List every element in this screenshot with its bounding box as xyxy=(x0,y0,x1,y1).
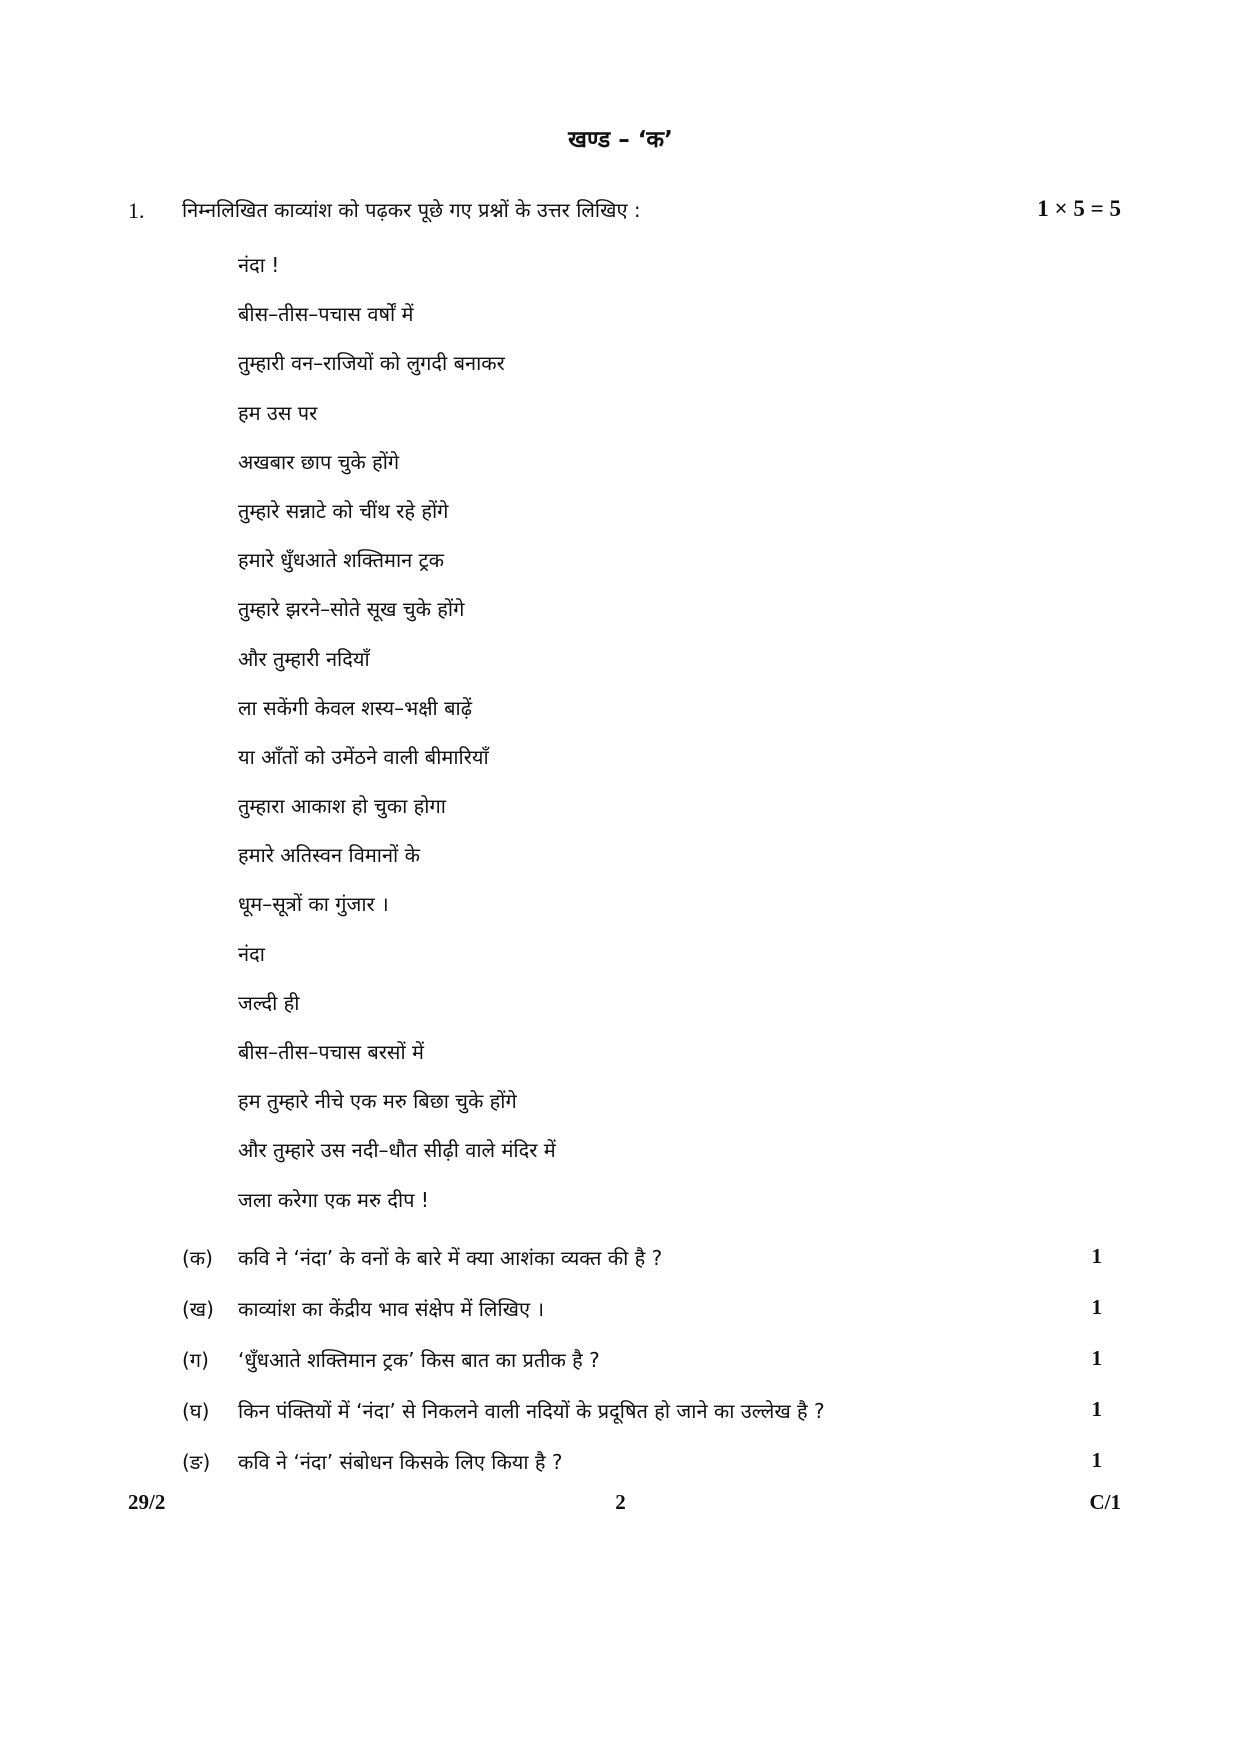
sub-question-marks: 1 xyxy=(1091,1346,1102,1370)
sub-question-nga xyxy=(182,1448,1102,1480)
poem-line: तुम्हारा आकाश हो चुका होगा xyxy=(238,794,446,819)
poem-line: हम उस पर xyxy=(238,400,318,425)
poem-passage xyxy=(238,250,556,1234)
poem-line: अखबार छाप चुके होंगे xyxy=(238,449,400,474)
poem-line: हम तुम्हारे नीचे एक मरु बिछा चुके होंगे xyxy=(238,1089,517,1114)
poem-line: जला करेगा एक मरु दीप ! xyxy=(238,1187,429,1212)
question-number: 1. xyxy=(128,198,145,223)
question-marks: 1 × 5 = 5 xyxy=(1037,196,1121,221)
poem-line: हमारे धुँधआते शक्तिमान ट्रक xyxy=(238,548,445,573)
sub-question-text: काव्यांश का केंद्रीय भाव संक्षेप में लिखिए । xyxy=(238,1297,545,1321)
poem-line: और तुम्हारी नदियाँ xyxy=(238,646,370,671)
poem-line: नंदा ! xyxy=(238,253,280,277)
sub-question-ga xyxy=(182,1346,1102,1378)
question-instruction: निम्नलिखित काव्यांश को पढ़कर पूछे गए प्रश्नों के उत्तर लिखिए : xyxy=(182,198,641,222)
sub-question-gha xyxy=(182,1397,1102,1429)
sub-question-text: किन पंक्तियों में ‘नंदा’ से निकलने वाली नदियों के प्रदूषित हो जाने का उल्लेख है ? xyxy=(238,1399,825,1423)
poem-line: तुम्हारे झरने–सोते सूख चुके होंगे xyxy=(238,597,465,622)
footer-page-number: 2 xyxy=(615,1490,626,1514)
sub-question-label: (क) xyxy=(182,1246,213,1270)
footer-paper-code: 29/2 xyxy=(128,1490,166,1514)
sub-question-text: कवि ने ‘नंदा’ संबोधन किसके लिए किया है ? xyxy=(238,1450,563,1474)
sub-question-label: (ग) xyxy=(182,1348,209,1372)
poem-line: धूम–सूत्रों का गुंजार । xyxy=(238,892,389,917)
sub-question-text: कवि ने ‘नंदा’ के वनों के बारे में क्या आशंका व्यक्त की है ? xyxy=(238,1246,663,1270)
poem-line: नंदा xyxy=(238,941,265,966)
poem-line: या आँतों को उमेंठने वाली बीमारियाँ xyxy=(238,744,489,769)
sub-question-marks: 1 xyxy=(1091,1448,1102,1472)
poem-line: और तुम्हारे उस नदी–धौत सीढ़ी वाले मंदिर में xyxy=(238,1138,556,1163)
poem-line: तुम्हारी वन–राजियों को लुगदी बनाकर xyxy=(238,351,505,376)
sub-question-ka xyxy=(182,1244,1102,1276)
sub-question-kha xyxy=(182,1295,1102,1327)
sub-question-marks: 1 xyxy=(1091,1244,1102,1268)
poem-line: हमारे अतिस्वन विमानों के xyxy=(238,843,420,868)
sub-question-marks: 1 xyxy=(1091,1295,1102,1319)
sub-question-marks: 1 xyxy=(1091,1397,1102,1421)
sub-question-label: (ख) xyxy=(182,1297,214,1321)
sub-question-text: ‘धुँधआते शक्तिमान ट्रक’ किस बात का प्रतीक है ? xyxy=(238,1348,600,1372)
poem-line: ला सकेंगी केवल शस्य–भक्षी बाढ़ें xyxy=(238,695,472,720)
footer-set-code: C/1 xyxy=(1089,1490,1121,1514)
poem-line: जल्दी ही xyxy=(238,990,300,1015)
poem-line: बीस–तीस–पचास बरसों में xyxy=(238,1040,424,1064)
poem-line: तुम्हारे सन्नाटे को चींथ रहे होंगे xyxy=(238,498,449,523)
sub-question-label: (घ) xyxy=(182,1399,210,1423)
sub-question-label: (ङ) xyxy=(182,1450,211,1474)
section-title: खण्ड – ‘क’ xyxy=(568,127,673,153)
poem-line: बीस–तीस–पचास वर्षों में xyxy=(238,302,414,327)
